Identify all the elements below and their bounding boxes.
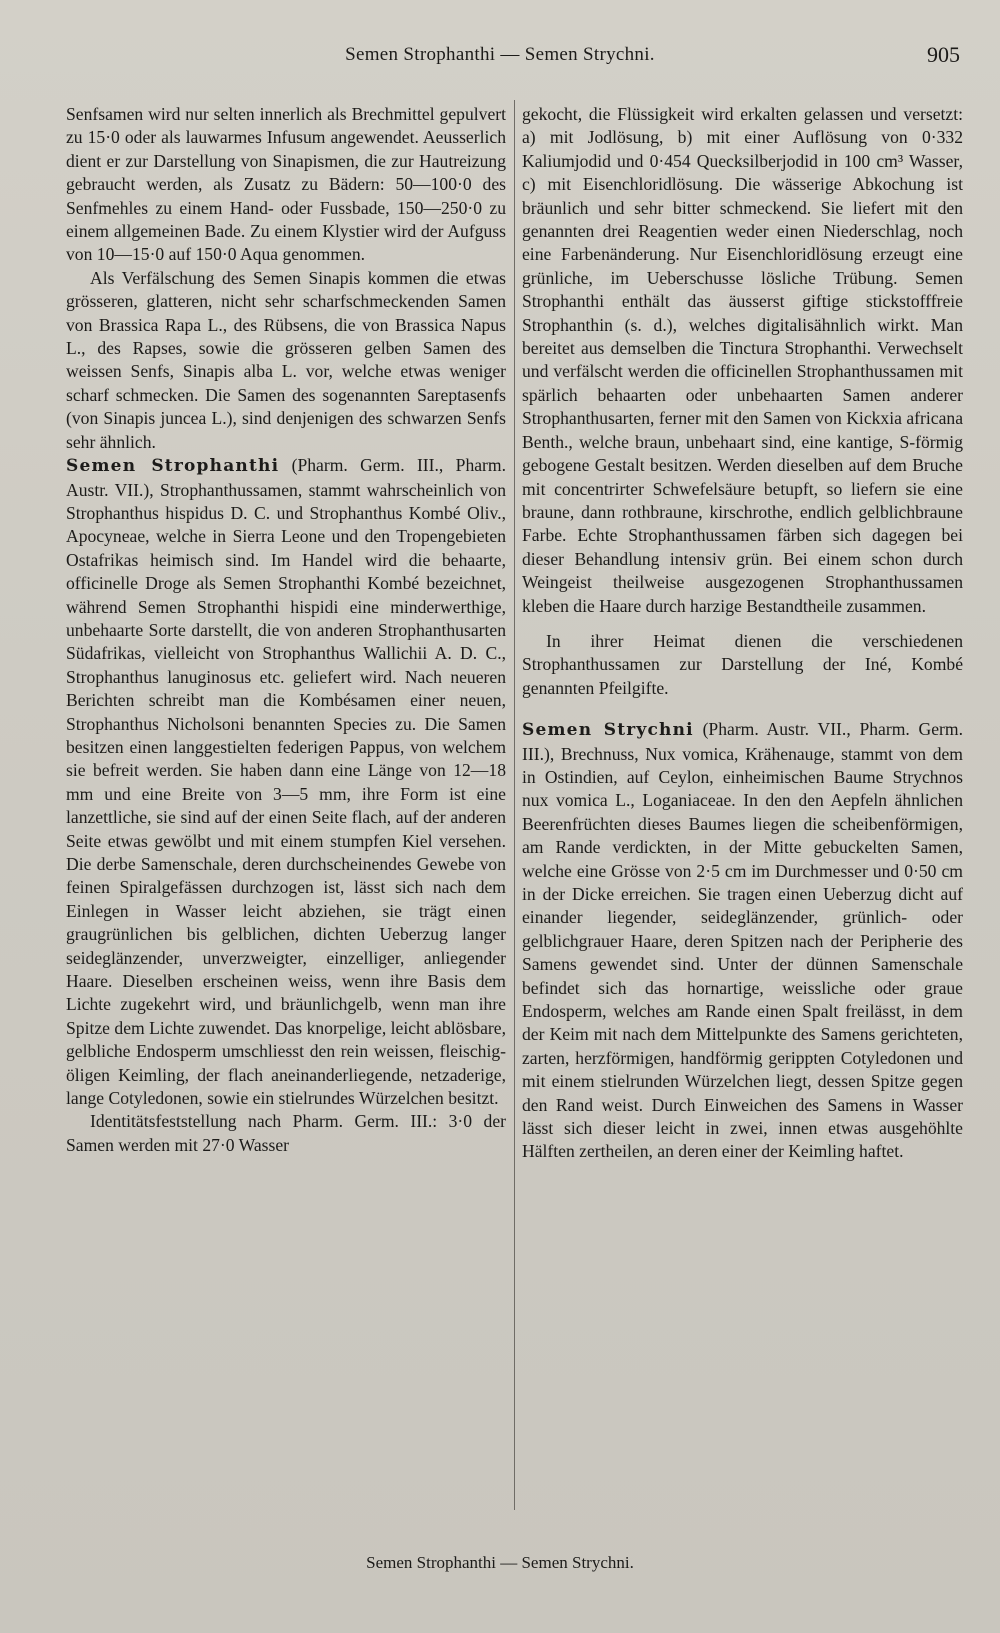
paragraph-verfaelschung: Als Verfälschung des Semen Sinapis kommen die etwas grösseren, glatteren, nicht sehr scharfschmeckenden Samen von Brassica Rapa L., des Rübsens, die von Brassica Napus L., des Rapses, sowie die grösseren gelben Samen des weissen Senfs, Sinapis alba L. vor, welche etwas weniger scharf schmecken. Die Samen des sogenannten Sareptasenfs (von Sinapis juncea L.), sind denjenigen des schwarzen Senfs sehr ähnlich. <box>66 267 506 452</box>
entry-text-strophanthi: (Pharm. Germ. III., Pharm. Austr. VII.), Strophanthussamen, stammt wahrscheinlich von Strophanthus hispidus D. C. und Strophanthus Kombé Oliv., Apocyneae, welche in Sierra Leone und den Tropengebieten Ostafrikas heimisch sind. Im Handel wird die behaarte, officinelle Droge als Semen Strophanthi Kombé bezeichnet, während Semen Strophanthi hispidi eine minderwerthige, unbehaarte Sorte darstellt, die von anderen Strophanthusarten Südafrikas, vielleicht von Strophanthus Wallichii A. D. C., Strophanthus lanuginosus etc. geliefert wird. Nach neueren Berichten schreibt man die Kombésamen einer neuen, Strophanthus Nicholsoni benannten Species zu. Die Samen besitzen einen langgestielten federigen Pappus, von welchem sie befreit werden. Sie haben dann eine Länge von 12—18 mm und eine Breite von 3—5 mm, ihre Form ist eine lanzettliche, sie sind auf der einen Seite flach, auf der anderen Seite etwas gewölbt und mit einem stumpfen Kiel versehen. Die derbe Samenschale, deren durchscheinendes Gewebe von feinen Spiralgefässen durchzogen ist, lässt sich nach dem Einlegen in Wasser leicht abziehen, sie trägt einen graugrünlichen bis gelblichen, dichten Ueberzug langer seideglänzender, unverzweigter, einzelliger, anliegender Haare. Dieselben erscheinen weiss, wenn ihre Basis dem Lichte zugekehrt wird, und bräunlichgelb, wenn man ihre Spitze dem Lichte zuwendet. Das knorpelige, leicht ablösbare, gelbliche Endosperm umschliesst den rein weissen, fleischig-öligen Keimling, der flach aneinanderliegende, netzaderige, lange Cotyledonen, sowie ein stielrundes Würzelchen besitzt. <box>66 455 506 1109</box>
entry-text-strychni: (Pharm. Austr. VII., Pharm. Germ. III.), Brechnuss, Nux vomica, Krähenauge, stammt von dem in Ostindien, auf Ceylon, einheimischen Baume Strychnos nux vomica L., Loganiaceae. In den den Aepfeln ähnlichen Beerenfrüchten dieses Baumes liegen die scheibenförmigen, am Rande verdickten, in der Mitte gebuckelten Samen, welche eine Grösse von 2·5 cm im Durchmesser und 0·50 cm in der Dicke erreichen. Sie tragen einen Ueberzug dicht auf einander liegender, seideglänzender, grünlich- oder gelblichgrauer Haare, deren Spitzen nach der Peripherie des Samens gewendet sind. Unter der dünnen Samenschale befindet sich das hornartige, weissliche oder graue Endosperm, welches am Rande einen Spalt freilässt, in dem der Keim mit nach dem Mittelpunkte des Samens gerichteten, zarten, herzförmigen, handförmig gerippten Cotyledonen und mit einem stielrunden Würzelchen liegt, dessen Spitze gegen den Rand weist. Durch Einweichen des Samens in Wasser lässt sich dieser leicht in zwei, innen etwas ausgehöhlte Hälften zertheilen, an deren einer der Keimling haftet. <box>522 719 964 1162</box>
column-divider <box>514 100 515 1510</box>
paragraph-identitaet: Identitätsfeststellung nach Pharm. Germ. III.: 3·0 der Samen werden mit 27·0 Wasser <box>66 1111 506 1155</box>
entry-heading-strophanthi: Semen Strophanthi <box>66 456 280 477</box>
entry-heading-strychni: Semen Strychni <box>522 720 694 741</box>
running-footer: Semen Strophanthi — Semen Strychni. <box>366 1553 634 1572</box>
right-column <box>522 103 963 1164</box>
paragraph-heimat: In ihrer Heimat dienen die verschiedenen Strophanthussamen zur Darstellung der Iné, Kombé genannten Pfeilgifte. <box>522 630 963 698</box>
paragraph-senf-usage: Senfsamen wird nur selten innerlich als Brechmittel gepulvert zu 15·0 oder als lauwarmes Infusum angewendet. Aeusserlich dient er zur Darstellung von Sinapismen, die zur Hautreizung gebraucht werden, als Zusatz zu Bädern: 50—100·0 des Senfmehles zu einem Hand- oder Fussbade, 150—250·0 zu einem allgemeinen Bade. Zu einem Klystier wird der Aufguss von 10—15·0 auf 150·0 Aqua genommen. <box>66 104 506 265</box>
paragraph-semen-strychni <box>522 718 963 1164</box>
page-number: 905 <box>927 42 960 67</box>
paragraph-semen-strophanthi <box>66 454 506 1110</box>
paragraph-identitaet-cont: gekocht, die Flüssigkeit wird erkalten gelassen und versetzt: a) mit Jodlösung, b) mit einer Auflösung von 0·332 Kaliumjodid und 0·454 Quecksilberjodid in 100 cm³ Wasser, c) mit Eisenchloridlösung. Die wässerige Abkochung ist bräunlich und sehr bitter schmeckend. Sie liefert mit den genannten drei Reagentien weder einen Niederschlag, noch eine Farbenänderung. Nur Eisenchloridlösung erzeugt eine grünliche, im Ueberschusse lösliche Trübung. Semen Strophanthi enthält das äusserst giftige stickstofffreie Strophanthin (s. d.), welches digitalisähnlich wirkt. Man bereitet aus demselben die Tinctura Strophanthi. Verwechselt und verfälscht werden die officinellen Strophanthussamen mit spärlich behaarten oder unbehaarten Samen anderer Strophanthusarten, ferner mit den Samen von Kickxia africana Benth., welche braun, unbehaart sind, eine kantige, S-förmig gebogene Gestalt besitzen. Werden dieselben auf dem Bruche mit concentrirter Schwefelsäure betupft, so liefern sie eine braune, dann rothbraune, kirschrothe, endlich gelblichbraune Farbe. Echte Strophanthussamen färben sich dagegen bei dieser Behandlung intensiv grün. Bei einem schon durch Weingeist theilweise ausgezogenen Strophanthussamen kleben die Haare durch harzige Bestandtheile zusammen. <box>522 104 963 616</box>
left-column <box>66 103 506 1157</box>
running-header: Semen Strophanthi — Semen Strychni. <box>345 44 655 65</box>
